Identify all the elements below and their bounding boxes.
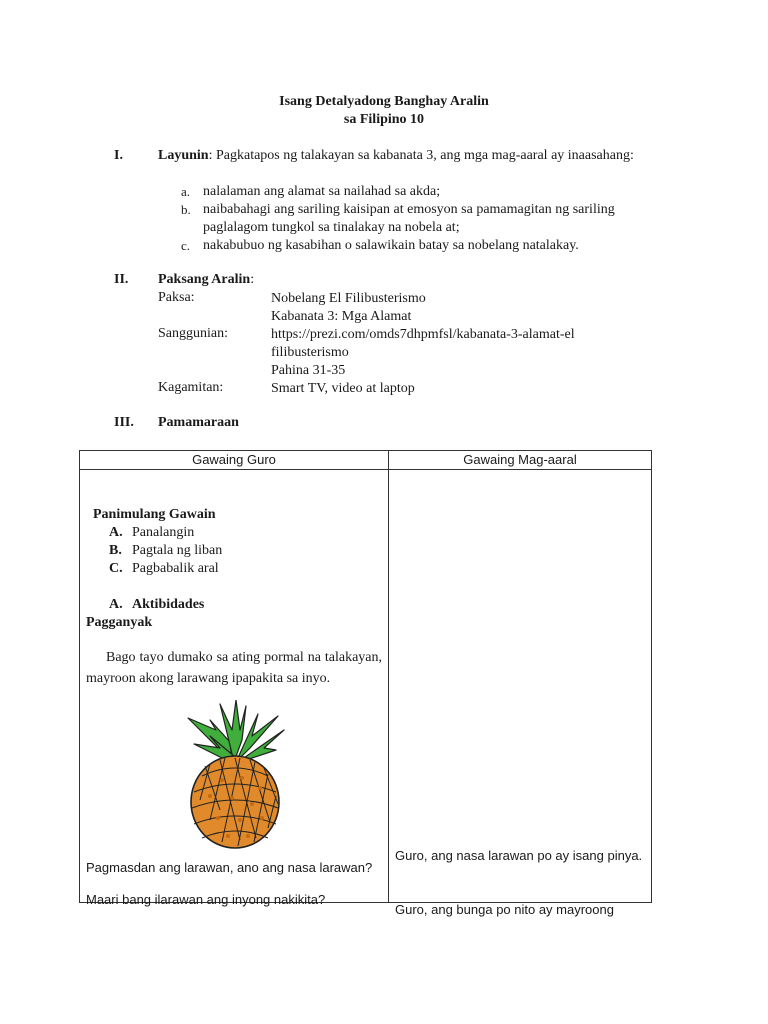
- guro-cell: [80, 470, 389, 907]
- aktibidades-letter: A.: [109, 597, 123, 612]
- objective-b-letter: b.: [181, 202, 191, 217]
- paksa-value-1: Nobelang El Filibusterismo: [271, 291, 426, 306]
- sanggunian-value-2: filibusterismo: [271, 345, 349, 360]
- panimula-heading: Panimulang Gawain: [93, 507, 216, 522]
- paksang-aralin-colon: :: [250, 272, 255, 287]
- sanggunian-label: Sanggunian:: [158, 326, 228, 341]
- objective-c-text: nakabubuo ng kasabihan o salawikain batay sa nobelang natalakay.: [203, 238, 579, 253]
- paksang-aralin-heading: Paksang Aralin: [158, 272, 251, 287]
- document-subtitle: sa Filipino 10: [343, 112, 425, 127]
- pagganyak-heading: Pagganyak: [86, 615, 153, 630]
- sanggunian-value-3: Pahina 31-35: [271, 363, 346, 378]
- aktibidades-heading: Aktibidades: [132, 597, 205, 612]
- kagamitan-label: Kagamitan:: [158, 380, 224, 395]
- panimula-letter-c: C.: [109, 561, 123, 576]
- objective-b-text-2: paglalagom tungkol sa tinalakay na nobela at;: [203, 220, 460, 235]
- paksa-value-2: Kabanata 3: Mga Alamat: [271, 309, 412, 324]
- objective-c-letter: c.: [181, 238, 191, 253]
- kagamitan-value: Smart TV, video at laptop: [271, 381, 415, 396]
- section-number-1: I.: [114, 148, 123, 163]
- layunin-intro: : Pagkatapos ng talakayan sa kabanata 3, ang mga mag-aaral ay inaasahang:: [208, 148, 634, 163]
- column-header-magaaral: Gawaing Mag-aaral: [389, 451, 652, 470]
- column-header-guro: Gawaing Guro: [80, 451, 389, 470]
- panimula-item-a: Panalangin: [132, 525, 195, 540]
- pineapple-body: [191, 756, 279, 848]
- table-body-row: [80, 470, 652, 903]
- paksang-aralin-line: [158, 271, 254, 289]
- objective-b-text-1: naibabahagi ang sariling kaisipan at emosyon sa pamamagitan ng sariling: [203, 202, 615, 217]
- panimula-item-c: Pagbabalik aral: [132, 561, 219, 576]
- objective-a-text: nalalaman ang alamat sa nailahad sa akda;: [203, 184, 441, 199]
- magaaral-cell: [389, 470, 652, 917]
- panimula-letter-a: A.: [109, 525, 123, 540]
- section-number-2: II.: [114, 272, 129, 287]
- section-number-3: III.: [114, 415, 134, 430]
- paksa-label: Paksa:: [158, 290, 195, 305]
- sanggunian-value-1: https://prezi.com/omds7dhpmfsl/kabanata-3-alamat-el: [271, 327, 575, 342]
- pamamaraan-heading: Pamamaraan: [158, 415, 239, 430]
- layunin-heading: Layunin: [158, 148, 209, 163]
- table-header-row: [80, 451, 652, 470]
- procedure-table: [79, 450, 652, 917]
- pineapple-image: [180, 700, 290, 850]
- pagganyak-paragraph: Bago tayo dumako sa ating pormal na talakayan, mayroon akong larawang ipapakita sa inyo.: [86, 650, 382, 686]
- layunin-line: [158, 147, 634, 165]
- pineapple-leaves: [188, 700, 284, 762]
- objective-a-letter: a.: [181, 184, 191, 199]
- panimula-letter-b: B.: [109, 543, 122, 558]
- panimula-item-b: Pagtala ng liban: [132, 543, 223, 558]
- document-title: Isang Detalyadong Banghay Aralin: [279, 94, 489, 109]
- magaaral-answer-2: Guro, ang bunga po nito ay mayroong: [395, 902, 614, 917]
- magaaral-answer-1: Guro, ang nasa larawan po ay isang pinya.: [395, 848, 643, 863]
- guro-question-2: Maari bang ilarawan ang inyong nakikita?: [86, 892, 326, 907]
- guro-question-1: Pagmasdan ang larawan, ano ang nasa larawan?: [86, 860, 373, 875]
